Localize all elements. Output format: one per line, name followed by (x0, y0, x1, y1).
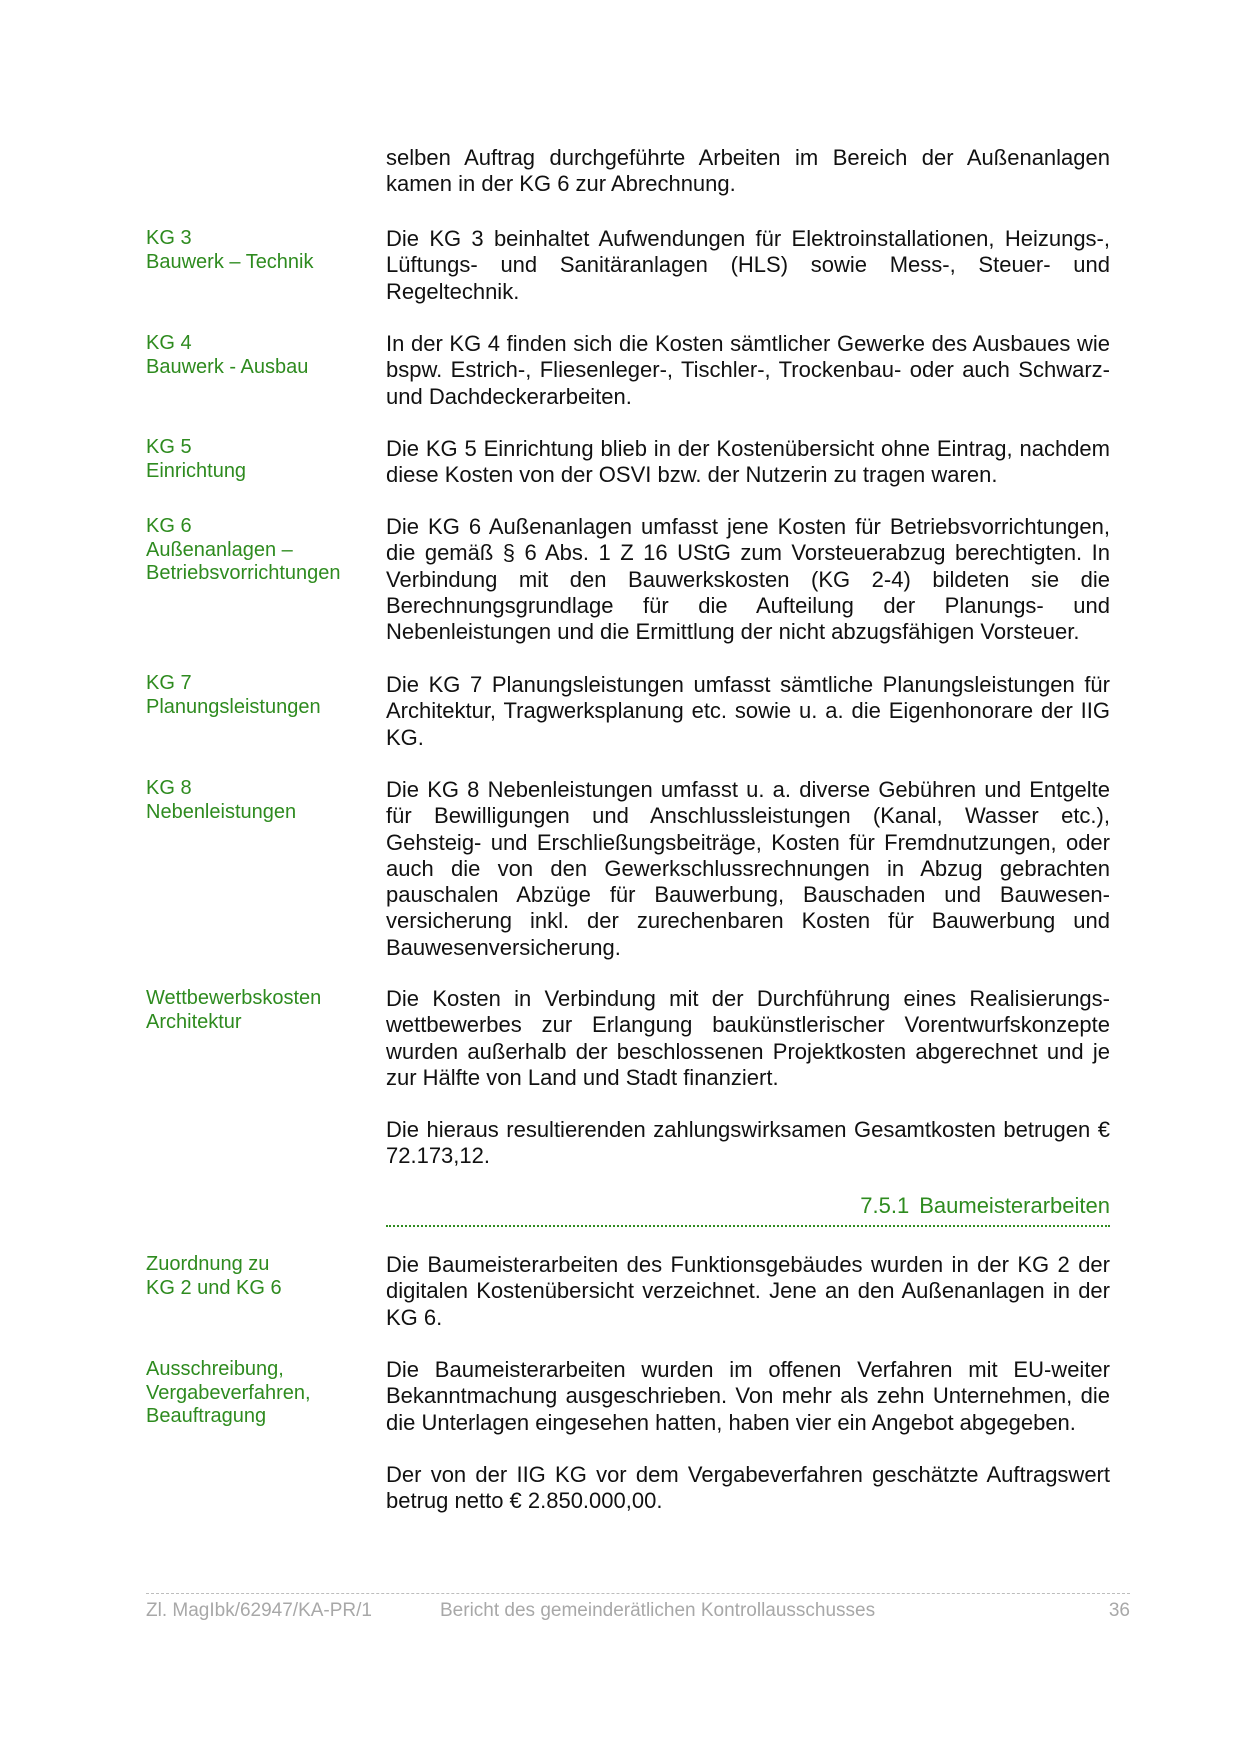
section-kg4: In der KG 4 finden sich die Kosten sämtlicher Gewerke des Ausbaues wie bspw. Estrich-, Fliesenleger-, Tischler-, Trockenbau- oder auch Schwarz- und Dachdeckerarbeiten. (386, 331, 1110, 409)
section-heading-title: Baumeisterarbeiten (919, 1193, 1110, 1218)
side-label-kg6: KG 6 Außenanlagen – Betriebsvorrichtungen (146, 515, 341, 584)
footer-title: Bericht des gemeinderätlichen Kontrollausschusses (440, 1600, 876, 1621)
footer-reference: Zl. MagIbk/62947/KA-PR/1 (146, 1600, 372, 1621)
section-kg5: Die KG 5 Einrichtung blieb in der Kostenübersicht ohne Eintrag, nachdem diese Kosten von der OSVI bzw. der Nutzerin zu tragen waren. (386, 436, 1110, 488)
section-heading (386, 1193, 1110, 1227)
section-kg8: Die KG 8 Nebenleistungen umfasst u. a. diverse Gebühren und Entgelte für Bewilligungen und Anschlussleistungen (Kanal, Wasser etc.), Gehsteig- und Erschließungsbeiträge, Kosten für Fremdnutzungen, oder auch die von den Gewerkschlussrechnungen in Abzug gebrachten pauschalen Abzüge für Bauwerbung, Bauschaden und Bauwesenversicherung inkl. der zurechenbaren Kosten für Bauwerbung und Bauwesenversicherung. (386, 777, 1110, 960)
side-label-wettbewerbskosten: Wettbewerbskosten Architektur (146, 987, 322, 1033)
footer-divider (146, 1593, 1130, 1594)
section-kg3: Die KG 3 beinhaltet Aufwendungen für Elektroinstallationen, Heizungs-, Lüftungs- und Sanitäranlagen (HLS) sowie Mess-, Steuer- und Regeltechnik. (386, 226, 1110, 304)
side-label-kg8: KG 8 Nebenleistungen (146, 777, 297, 823)
side-label-kg3: KG 3 Bauwerk – Technik (146, 227, 314, 273)
side-label-ausschreibung: Ausschreibung, Vergabeverfahren, Beauftragung (146, 1358, 311, 1427)
section-heading-number: 7.5.1 (860, 1193, 910, 1218)
section-zuordnung: Die Baumeisterarbeiten des Funktionsgebäudes wurden in der KG 2 der digitalen Kostenübersicht verzeichnet. Jene an den Außenanlagen in der KG 6. (386, 1252, 1110, 1330)
side-label-kg4: KG 4 Bauwerk - Ausbau (146, 332, 309, 378)
side-label-kg7: KG 7 Planungsleistungen (146, 672, 321, 718)
section-kg7: Die KG 7 Planungsleistungen umfasst sämtliche Planungsleistungen für Architektur, Tragwerksplanung etc. sowie u. a. die Eigenhonorare der IIG KG. (386, 672, 1110, 750)
section-wettbewerbskosten: Die Kosten in Verbindung mit der Durchführung eines Realisierungswettbewerbes zur Erlangung baukünstlerischer Vorentwurfskonzepte wurden außerhalb der beschlossenen Projektkosten abgerechnet und je zur Hälfte von Land und Stadt finanziert. Die hieraus resultierenden zahlungswirksamen Gesamtkosten betrugen € 72.173,12. (386, 986, 1110, 1169)
side-label-zuordnung: Zuordnung zu KG 2 und KG 6 (146, 1253, 282, 1299)
side-label-kg5: KG 5 Einrichtung (146, 436, 247, 482)
section-kg6: Die KG 6 Außenanlagen umfasst jene Kosten für Betriebsvorrichtungen, die gemäß § 6 Abs. 1 Z 16 UStG zum Vorsteuerabzug berechtigten. In Verbindung mit den Bauwerkskosten (KG 2-4) bildeten sie die Berechnungsgrundlage für die Aufteilung der Planungs- und Nebenleistungen und die Ermittlung der nicht abzugsfähigen Vorsteuer. (386, 514, 1110, 645)
intro-paragraph: selben Auftrag durchgeführte Arbeiten im Bereich der Außenanlagen kamen in der KG 6 zur Abrechnung. (386, 145, 1110, 197)
page-number: 36 (1108, 1600, 1130, 1621)
section-ausschreibung: Die Baumeisterarbeiten wurden im offenen Verfahren mit EU-weiter Bekanntmachung ausgeschrieben. Von mehr als zehn Unternehmen, die die Unterlagen eingesehen hatten, haben vier ein Angebot abgegeben. Der von der IIG KG vor dem Vergabeverfahren geschätzte Auftragswert betrug netto € 2.850.000,00. (386, 1357, 1110, 1514)
